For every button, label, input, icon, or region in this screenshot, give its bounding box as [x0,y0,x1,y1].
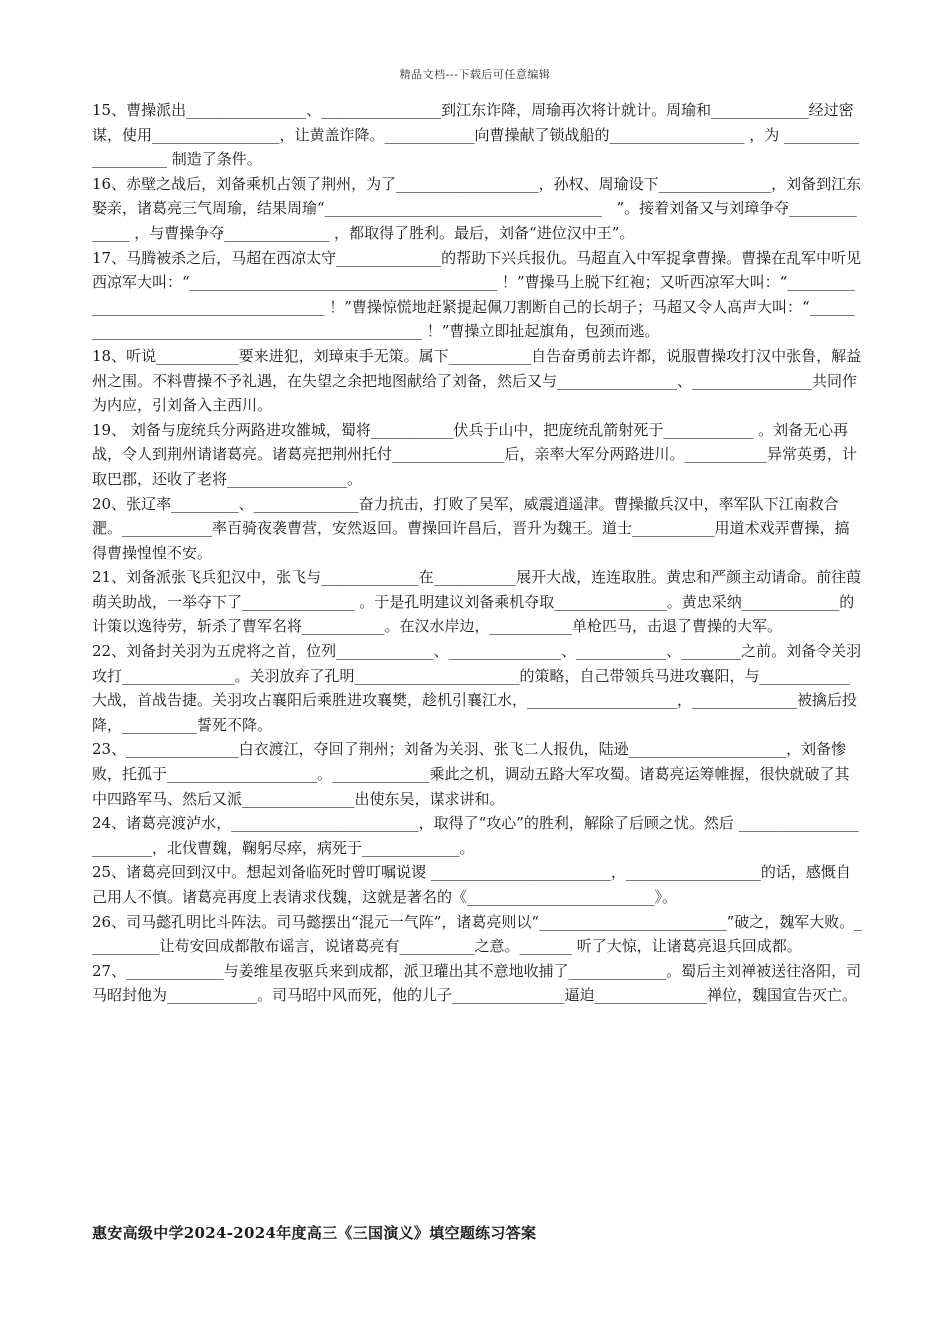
question-26: 26、司马懿孔明比斗阵法。司马懿摆出“混元一气阵”，诸葛亮则以“_________________________”破之，魏军大败。__________让苟安回成都散布谣言，说诸葛亮有__________之意。_______ 听了大惊，让诸葛亮退兵回成都。 [92,912,862,956]
question-list [92,98,862,1008]
question-18: 18、听说___________要来进犯，刘璋束手无策。属下___________自告奋勇前去许都，说服曹操攻打汉中张鲁，解益州之围。不料曹操不予礼遇，在失望之余把地图献给了刘备，然后又与________________、________________共同作为内应，引刘备入主西川。 [92,346,862,415]
answer-section-title: 惠安高级中学2024-2024年度高三《三国演义》填空题练习答案 [92,1224,537,1242]
question-16: 16、赤壁之战后，刘备乘机占领了荆州，为了___________________，孙权、周瑜设下_______________，刘备到江东娶亲，诸葛亮三气周瑜，结果周瑜“_____________________________________ ”。接着刘备又与刘璋争夺______________ ，与曹操争夺______________ ，都取得了胜利。最后，刘备“进位汉中王”。 [92,174,862,242]
question-15: 15、曹操派出________________、________________到江东诈降，周瑜再次将计就计。周瑜和_____________经过密谋，使用_________________，让黄盖诈降。____________向曹操献了锁战船的__________________ ，为 ____________________ 制造了条件。 [92,101,860,169]
question-25: 25、诸葛亮回到汉中。想起刘备临死时曾叮嘱说谡 ________________________，__________________的话，感慨自己用人不慎。诸葛亮再度上表请求伐魏，这就是著名的《_________________________》。 [92,863,851,906]
question-19: 19、 刘备与庞统兵分两路进攻雒城，蜀将___________伏兵于山中，把庞统乱箭射死于____________ 。刘备无心再战，令人到荆州请诸葛亮。诸葛亮把荆州托付_______________后，亲率大军分两路进川。___________异常英勇，计取巴郡，还收了老将________________。 [92,420,858,488]
question-17: 17、马腾被杀之后，马超在西凉太守______________的帮助下兴兵报仇。马超直入中军捉拿曹操。曹操在乱军中听见西凉军大叫：“_________________________________________ ！”曹操马上脱下红袍；又听西凉军大叫：“________________________________________ ！”曹操惊慌地赶紧提起佩刀割断自己的长胡子；马超又令人高声大叫：“__________________________________________________ ！”曹操立即扯起旗角，包颈而逃。 [92,248,862,341]
question-22: 22、刘备封关羽为五虎将之首，位列_____________、_______________、____________、________之前。刘备令关羽攻打_______________。关羽放弃了孔明______________________的策略，自己带领兵马进攻襄阳，与____________大战，首战告捷。关羽攻占襄阳后乘胜进攻襄樊，趁机引襄江水，____________________，______________被擒后投降，__________誓死不降。 [92,642,862,734]
question-27: 27、_____________与姜维星夜驱兵来到成都，派卫瓘出其不意地收捕了_____________。蜀后主刘禅被送往洛阳，司马昭封他为____________。司马昭中风而死，他的儿子_______________逼迫_______________禅位，魏国宣告灭亡。 [92,961,862,1005]
question-24: 24、诸葛亮渡泸水，_________________________，取得了“攻心”的胜利，解除了后顾之忧。然后 ________________________，北伐曹魏，鞠躬尽瘁，病死于_____________。 [92,814,859,857]
question-23: 23、_______________白衣渡江，夺回了荆州；刘备为关羽、张飞二人报仇，陆逊_____________________，刘备惨败，托孤于____________________。_____________乘此之机，调动五路大军攻蜀。诸葛亮运筹帷握，很快就破了其中四路军马、然后又派_______________出使东吴，谋求讲和。 [92,740,850,808]
question-21: 21、刘备派张飞兵犯汉中，张飞与_____________在___________展开大战，连连取胜。黄忠和严颜主动请命。前往葭萌关助战，一举夺下了_______________ 。于是孔明建议刘备乘机夺取_______________。黄忠采纳_____________的计策以逸待劳，斩杀了曹军名将___________。在汉水岸边，___________单枪匹马，击退了曹操的大军。 [92,568,862,636]
question-20: 20、张辽率_________、______________奋力抗击，打败了吴军，威震逍遥津。曹操撤兵汉中，率军队下江南救合淝。____________率百骑夜袭曹营，安然返回。曹操回许昌后，晋升为魏王。道士___________用道术戏弄曹操，搞得曹操惶惶不安。 [92,494,850,562]
page-header: 精品文档---下载后可任意编辑 [399,68,551,81]
